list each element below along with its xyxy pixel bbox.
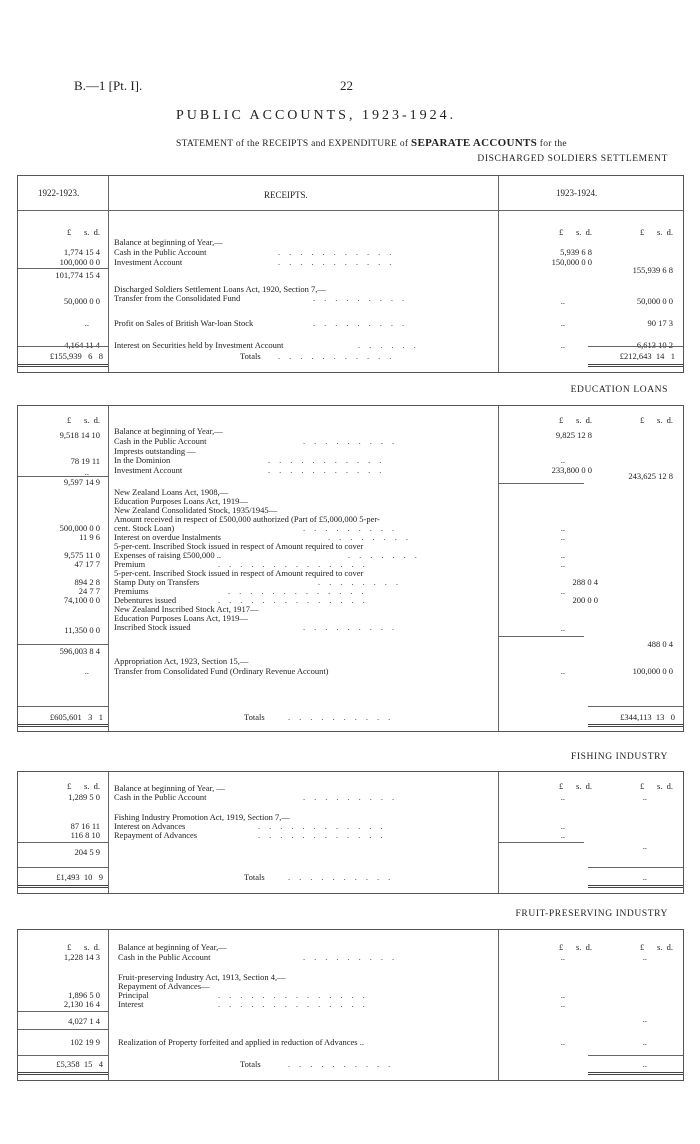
lsd-left: £ s. d. xyxy=(66,227,100,237)
line-desc: Amount received in respect of £500,000 authorized (Part of £5,000,000 5-per- xyxy=(114,514,380,524)
line-left: 204 5 9 xyxy=(74,847,100,857)
line-right: .. xyxy=(642,841,647,851)
lsd-right: £ s. d. xyxy=(639,942,673,952)
line-desc: New Zealand Consolidated Stock, 1935/1945— xyxy=(114,505,278,515)
line-left: .. xyxy=(84,666,89,676)
line-left: 102 19 9 xyxy=(70,1037,100,1047)
statement-prefix: STATEMENT of the RECEIPTS and EXPENDITURE of xyxy=(176,139,409,149)
statement-line xyxy=(176,137,567,149)
leader-dots: ........... xyxy=(268,465,391,475)
leader-dots: ......... xyxy=(303,622,404,632)
leader-dots: ......... xyxy=(303,792,404,802)
leader-dots: ....... xyxy=(348,550,426,560)
header-left-year: 1922-1923. xyxy=(38,188,80,198)
total-left: £605,601 3 1 xyxy=(49,712,103,722)
header-right-year: 1923-1924. xyxy=(556,188,598,198)
line-desc: Interest on overdue Instalments xyxy=(114,532,221,542)
leader-dots: ............ xyxy=(258,830,392,840)
table-dss xyxy=(17,175,684,373)
line-mid: .. xyxy=(560,666,565,676)
leader-dots: .......... xyxy=(288,712,400,722)
line-mid: 150,000 0 0 xyxy=(551,257,592,267)
leader-dots: .............. xyxy=(218,990,374,1000)
line-desc: Premium xyxy=(114,559,146,569)
line-desc: Balance at beginning of Year, — xyxy=(114,783,225,793)
line-left: 500,000 0 0 xyxy=(59,523,100,533)
line-mid: .. xyxy=(560,1037,565,1047)
line-desc: Principal xyxy=(118,990,149,1000)
table-fish xyxy=(17,771,684,894)
line-right: 90 17 3 xyxy=(647,318,673,328)
line-right: .. xyxy=(642,1037,647,1047)
line-right: 243,625 12 8 xyxy=(628,471,673,481)
leader-dots: .............. xyxy=(218,999,374,1009)
line-left: 11 9 6 xyxy=(79,532,100,542)
line-left: 78 19 11 xyxy=(70,456,100,466)
account-title-fruit: FRUIT-PRESERVING INDUSTRY xyxy=(515,909,668,919)
line-right: .. xyxy=(642,952,647,962)
line-left: 4,027 1 4 xyxy=(68,1016,100,1026)
line-desc: 5-per-cent. Inscribed Stock issued in respect of Amount required to cover xyxy=(114,541,364,551)
total-left: £5,358 15 4 xyxy=(56,1059,103,1069)
leader-dots: ......... xyxy=(303,523,404,533)
line-left: 101,774 15 4 xyxy=(55,270,100,280)
line-desc: Education Purposes Loans Act, 1919— xyxy=(114,613,248,623)
leader-dots: .......... xyxy=(288,1059,400,1069)
leader-dots: .............. xyxy=(218,595,374,605)
leader-dots: ......... xyxy=(303,952,404,962)
account-title-dss: DISCHARGED SOLDIERS SETTLEMENT xyxy=(477,154,668,164)
line-left: 100,000 0 0 xyxy=(59,257,100,267)
line-desc: Cash in the Public Account xyxy=(114,792,207,802)
header-receipts: RECEIPTS. xyxy=(264,190,308,200)
account-title-fish: FISHING INDUSTRY xyxy=(571,752,668,762)
line-mid: .. xyxy=(560,532,565,542)
leader-dots: ......... xyxy=(313,318,414,328)
line-right: .. xyxy=(642,1014,647,1024)
lsd-right: £ s. d. xyxy=(639,415,673,425)
line-left: 50,000 0 0 xyxy=(63,296,100,306)
leader-dots: ........... xyxy=(278,247,401,257)
line-left: 4,164 11 4 xyxy=(64,340,100,350)
line-desc: Fruit-preserving Industry Act, 1913, Section 4,— xyxy=(118,972,286,982)
leader-dots: ......... xyxy=(313,293,414,303)
line-desc: Transfer from Consolidated Fund (Ordinary Revenue Account) xyxy=(114,666,329,676)
line-left: 116 8 10 xyxy=(70,830,100,840)
line-mid: .. xyxy=(560,318,565,328)
line-desc: In the Dominion xyxy=(114,455,171,465)
totals-label: Totals xyxy=(240,351,261,361)
line-left: 11,350 0 0 xyxy=(64,625,100,635)
line-left: 24 7 7 xyxy=(78,586,100,596)
line-mid: .. xyxy=(560,550,565,560)
leader-dots: ........ xyxy=(328,532,417,542)
total-right: £344,113 13 0 xyxy=(620,712,675,722)
total-left: £155,939 6 8 xyxy=(49,351,103,361)
totals-label: Totals xyxy=(244,872,265,882)
page-ref: B.—1 [Pt. I]. xyxy=(74,78,143,93)
line-mid: .. xyxy=(560,296,565,306)
line-right: 100,000 0 0 xyxy=(632,666,673,676)
line-left: 596,003 8 4 xyxy=(59,646,100,656)
lsd-mid: £ s. d. xyxy=(558,942,592,952)
table-edu xyxy=(17,405,684,732)
line-desc: Investment Account xyxy=(114,257,183,267)
line-desc: Discharged Soldiers Settlement Loans Act, 1920, Section 7,— xyxy=(114,284,326,294)
line-desc: Transfer from the Consolidated Fund xyxy=(114,293,241,303)
line-desc: Education Purposes Loans Act, 1919— xyxy=(114,496,248,506)
leader-dots: ........... xyxy=(268,455,391,465)
line-desc: Interest on Advances xyxy=(114,821,186,831)
line-right: 488 0 4 xyxy=(647,639,673,649)
leader-dots: ...... xyxy=(358,340,425,350)
leader-dots: ........... xyxy=(278,351,401,361)
leader-dots: .............. xyxy=(218,559,374,569)
line-desc: New Zealand Loans Act, 1908,— xyxy=(114,487,229,497)
total-left: £1,493 10 9 xyxy=(56,872,103,882)
line-mid: 200 0 0 xyxy=(572,595,598,605)
account-title-edu: EDUCATION LOANS xyxy=(570,385,668,395)
line-desc: Premiums xyxy=(114,586,149,596)
edu-rows xyxy=(18,426,683,676)
line-mid: .. xyxy=(560,999,565,1009)
line-left: 1,774 15 4 xyxy=(63,247,100,257)
fruit-rows xyxy=(18,942,683,1047)
totals-label: Totals xyxy=(244,712,265,722)
line-desc: New Zealand Inscribed Stock Act, 1917— xyxy=(114,604,259,614)
line-mid: .. xyxy=(560,559,565,569)
statement-suffix: for the xyxy=(539,139,567,149)
line-desc: Stamp Duty on Transfers xyxy=(114,577,200,587)
line-right: 155,939 6 8 xyxy=(632,265,673,275)
line-mid: 233,800 0 0 xyxy=(551,465,592,475)
lsd-left: £ s. d. xyxy=(66,781,100,791)
line-desc: Cash in the Public Account xyxy=(114,247,207,257)
line-mid: .. xyxy=(560,830,565,840)
line-left: 1,289 5 0 xyxy=(68,792,100,802)
total-right: .. xyxy=(642,872,647,882)
line-desc: Appropriation Act, 1923, Section 15,— xyxy=(114,656,249,666)
line-left: 894 2 8 xyxy=(74,577,100,587)
line-desc: Inscribed Stock issued xyxy=(114,622,191,632)
line-desc: Balance at beginning of Year,— xyxy=(114,237,223,247)
line-desc: Cash in the Public Account xyxy=(118,952,211,962)
line-desc: Repayment of Advances— xyxy=(118,981,210,991)
line-desc: Debentures issued xyxy=(114,595,177,605)
line-left: .. xyxy=(84,467,89,477)
statement-bold: SEPARATE ACCOUNTS xyxy=(411,137,538,149)
line-left: 9,575 11 0 xyxy=(64,550,100,560)
line-mid: .. xyxy=(560,792,565,802)
lsd-left: £ s. d. xyxy=(66,415,100,425)
leader-dots: ............. xyxy=(228,586,373,596)
page-title: PUBLIC ACCOUNTS, 1923-1924. xyxy=(176,108,457,123)
line-mid: .. xyxy=(560,952,565,962)
lsd-mid: £ s. d. xyxy=(558,781,592,791)
dss-rows xyxy=(18,237,683,355)
line-right: 6,613 10 2 xyxy=(636,340,673,350)
line-left: .. xyxy=(84,318,89,328)
line-desc: Balance at beginning of Year,— xyxy=(114,426,223,436)
lsd-mid: £ s. d. xyxy=(558,227,592,237)
lsd-mid: £ s. d. xyxy=(558,415,592,425)
page-number: 22 xyxy=(340,78,353,93)
totals-label: Totals xyxy=(240,1059,261,1069)
line-mid: 288 0 4 xyxy=(572,577,598,587)
line-left: 87 16 11 xyxy=(70,821,100,831)
table-fruit xyxy=(17,929,684,1081)
line-mid: .. xyxy=(560,990,565,1000)
lsd-left: £ s. d. xyxy=(66,942,100,952)
line-desc: Expenses of raising £500,000 .. xyxy=(114,550,221,560)
line-desc: Cash in the Public Account xyxy=(114,436,207,446)
line-desc: Interest on Securities held by Investment Account xyxy=(114,340,284,350)
line-mid: 5,939 6 8 xyxy=(560,247,592,257)
line-left: 9,597 14 9 xyxy=(63,477,100,487)
line-right: .. xyxy=(642,792,647,802)
line-desc: cent. Stock Loan) xyxy=(114,523,175,533)
line-desc: Repayment of Advances xyxy=(114,830,198,840)
line-desc: 5-per-cent. Inscribed Stock issued in respect of Amount required to cover xyxy=(114,568,364,578)
lsd-right: £ s. d. xyxy=(639,781,673,791)
total-right: £212,643 14 1 xyxy=(619,351,675,361)
leader-dots: ........ xyxy=(318,577,407,587)
line-mid: .. xyxy=(560,523,565,533)
line-left: 1,228 14 3 xyxy=(63,952,100,962)
lsd-right: £ s. d. xyxy=(639,227,673,237)
total-right: .. xyxy=(642,1059,647,1069)
line-mid: .. xyxy=(560,623,565,633)
line-left: 2,130 16 4 xyxy=(63,999,100,1009)
line-left: 74,100 0 0 xyxy=(63,595,100,605)
line-right: 50,000 0 0 xyxy=(636,296,673,306)
line-mid: .. xyxy=(560,340,565,350)
line-mid: .. xyxy=(560,455,565,465)
leader-dots: ......... xyxy=(303,436,404,446)
leader-dots: .......... xyxy=(288,872,400,882)
leader-dots: ........... xyxy=(278,257,401,267)
line-mid: .. xyxy=(560,821,565,831)
line-desc: Imprests outstanding — xyxy=(114,446,196,456)
line-mid: 9,825 12 8 xyxy=(555,430,592,440)
line-left: 47 17 7 xyxy=(74,559,100,569)
line-desc: Balance at beginning of Year,— xyxy=(118,942,227,952)
leader-dots: ............ xyxy=(258,821,392,831)
line-desc: Profit on Sales of British War-loan Stock xyxy=(114,318,254,328)
line-desc: Investment Account xyxy=(114,465,183,475)
line-left: 1,896 5 0 xyxy=(68,990,100,1000)
line-desc: Interest xyxy=(118,999,144,1009)
line-left: 9,518 14 10 xyxy=(59,430,100,440)
line-mid: .. xyxy=(560,586,565,596)
fish-rows xyxy=(18,783,683,858)
line-desc: Fishing Industry Promotion Act, 1919, Section 7,— xyxy=(114,812,290,822)
line-desc: Realization of Property forfeited and applied in reduction of Advances .. xyxy=(118,1037,364,1047)
